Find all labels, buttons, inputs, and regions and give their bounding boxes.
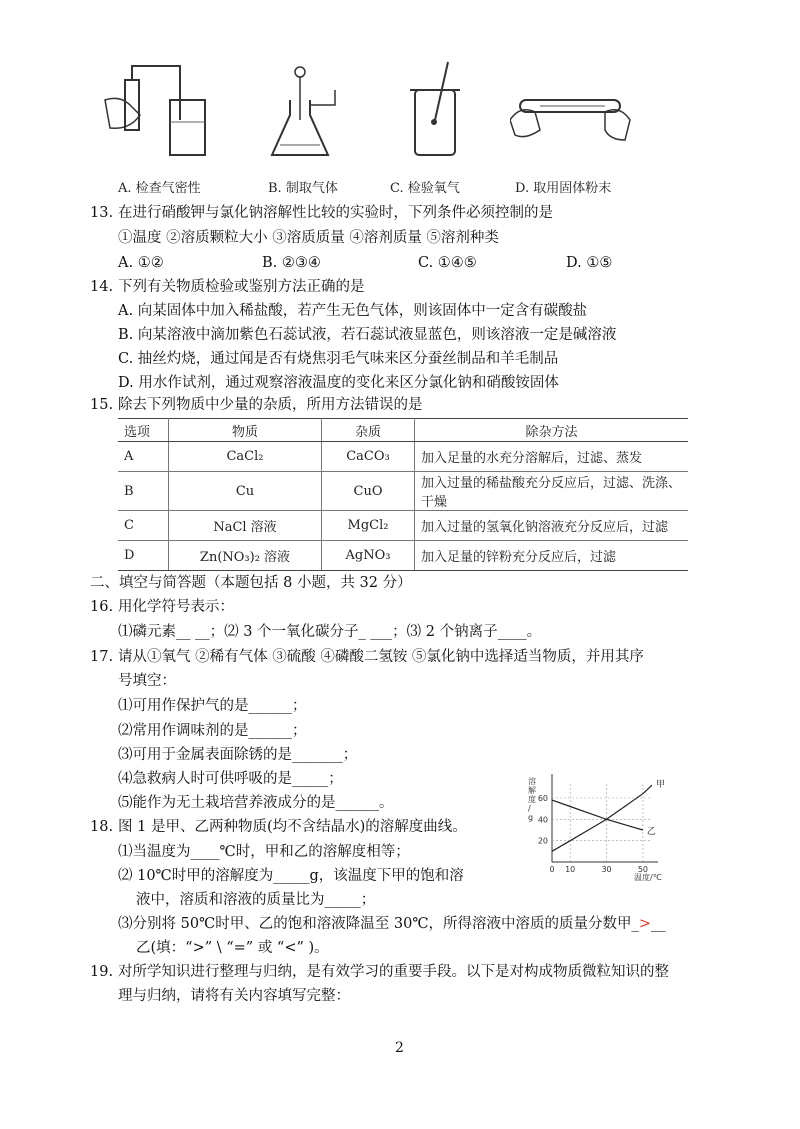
- q16-stem: 用化学符号表示：: [118, 599, 234, 615]
- x-axis-label: 温度/℃: [634, 873, 662, 882]
- table-cell: B: [118, 472, 169, 511]
- table-cell: C: [118, 511, 169, 541]
- q18-item-3-text: ⑶分别将 50℃时甲、乙的饱和溶液降温至 30℃，所得溶液中溶质的质量分数甲_: [118, 916, 639, 932]
- table-header-row: [118, 419, 688, 442]
- table-cell: MgCl₂: [322, 511, 415, 541]
- q15-stem: 除去下列物质中少量的杂质，所用方法错误的是: [118, 397, 423, 413]
- q17-item-1: ⑴可用作保护气的是______；: [118, 698, 307, 714]
- q13-stem: 在进行硝酸钾与氯化钠溶解性比较的实验时，下列条件必须控制的是: [118, 205, 553, 221]
- table-cell: NaCl 溶液: [169, 511, 322, 541]
- q13-option-b: B. ②③④: [262, 255, 321, 271]
- q17-number: 17.: [90, 649, 114, 665]
- section-2-heading: 二、填空与简答题（本题包括 8 小题，共 32 分）: [90, 575, 412, 591]
- table-cell: Zn(NO₃)₂ 溶液: [169, 541, 322, 571]
- y-tick-label: 40: [537, 815, 548, 825]
- q19-number: 19.: [90, 964, 114, 980]
- y-axis-label-char: 溶: [528, 777, 536, 786]
- q15-number: 15.: [90, 397, 114, 413]
- x-tick-label: 30: [601, 865, 612, 874]
- table-row: [118, 511, 688, 541]
- q17-item-2: ⑵常用作调味剂的是______；: [118, 723, 307, 739]
- q13-option-a: A. ①②: [118, 255, 164, 271]
- table-cell: CaCO₃: [322, 442, 415, 472]
- q19-line-2: 理与归纳，请将有关内容填写完整：: [118, 988, 350, 1004]
- q14-stem: 下列有关物质检验或鉴别方法正确的是: [118, 279, 365, 295]
- q13-option-d: D. ①⑤: [566, 255, 613, 271]
- q17-item-5: ⑸能作为无土栽培营养液成分的是______。: [118, 795, 394, 811]
- q15-table: [118, 418, 688, 571]
- y-axis-label-char: /: [528, 804, 531, 813]
- q18-answer-tail: __: [650, 916, 666, 932]
- table-cell: D: [118, 541, 169, 571]
- series-line-yi: [552, 800, 643, 830]
- q14-option-b: B. 向某溶液中滴加紫色石蕊试液，若石蕊试液显蓝色，则该溶液一定是碱溶液: [118, 327, 617, 343]
- x-tick-label: 10: [565, 865, 576, 874]
- table-row: [118, 442, 688, 472]
- q13-option-c: C. ①④⑤: [418, 255, 477, 271]
- table-cell: A: [118, 442, 169, 472]
- y-axis-label-char: 解: [528, 786, 536, 795]
- q16-line: ⑴磷元素__ __；⑵ 3 个一氧化碳分子_ ___；⑶ 2 个钠离子____。: [118, 624, 542, 640]
- q14-option-d: D. 用水作试剂，通过观察溶液温度的变化来区分氯化钠和硝酸铵固体: [118, 375, 559, 391]
- q17-stem-2: 号填空：: [118, 673, 176, 689]
- q17-stem-1: 请从①氧气 ②稀有气体 ③硫酸 ④磷酸二氢铵 ⑤氯化钠中选择适当物质，并用其序: [118, 649, 644, 665]
- table-header: 物质: [169, 419, 322, 442]
- apparatus-figures: [100, 60, 660, 200]
- table-cell: CuO: [322, 472, 415, 511]
- q18-item-3b: 乙(填：“>” \ “=” 或 “<” )。: [136, 940, 329, 956]
- q18-number: 18.: [90, 819, 114, 835]
- table-cell: AgNO₃: [322, 541, 415, 571]
- x-tick-label: 0: [549, 865, 555, 874]
- q14-option-a: A. 向某固体中加入稀盐酸，若产生无色气体，则该固体中一定含有碳酸盐: [118, 303, 588, 319]
- q18-stem: 图 1 是甲、乙两种物质(均不含结晶水)的溶解度曲线。: [118, 819, 467, 835]
- table-cell: Cu: [169, 472, 322, 511]
- figure-caption-b: B. 制取气体: [268, 181, 338, 196]
- q18-answer: >: [638, 916, 651, 932]
- series-label: 甲: [656, 780, 666, 791]
- table-cell: 加入过量的氢氧化钠溶液充分反应后，过滤: [415, 511, 689, 541]
- q18-item-2b: 液中，溶质和溶液的质量比为_____；: [136, 892, 376, 908]
- table-cell: CaCl₂: [169, 442, 322, 472]
- q17-item-4: ⑷急救病人时可供呼吸的是_____；: [118, 771, 343, 787]
- q13-number: 13.: [90, 205, 114, 221]
- figure-caption-a: A. 检查气密性: [118, 181, 201, 196]
- q19-line-1: 对所学知识进行整理与归纳，是有效学习的重要手段。以下是对构成物质微粒知识的整: [118, 964, 669, 980]
- figure-caption-c: C. 检验氧气: [390, 181, 460, 196]
- q13-items: ①温度 ②溶质颗粒大小 ③溶质质量 ④溶剂质量 ⑤溶剂种类: [118, 230, 499, 246]
- q17-item-3: ⑶可用于金属表面除锈的是_______；: [118, 747, 358, 763]
- table-cell: 加入足量的锌粉充分反应后，过滤: [415, 541, 689, 571]
- table-header: 杂质: [322, 419, 415, 442]
- q18-item-1: ⑴当温度为____℃时，甲和乙的溶解度相等；: [118, 844, 410, 860]
- solubility-curve-chart: [524, 770, 674, 886]
- airtightness-check-illustration: [100, 60, 230, 178]
- q14-option-c: C. 抽丝灼烧，通过闻是否有烧焦羽毛气味来区分蚕丝制品和羊毛制品: [118, 351, 559, 367]
- gas-generation-illustration: [260, 60, 390, 178]
- y-axis-label-char: g: [528, 813, 534, 822]
- table-header: 除杂方法: [415, 419, 689, 442]
- q16-number: 16.: [90, 599, 114, 615]
- x-tick-label: 50: [637, 865, 649, 874]
- page-number: 2: [395, 1040, 404, 1056]
- table-row: [118, 472, 688, 511]
- y-tick-label: 20: [537, 836, 548, 846]
- table-cell: 加入足量的水充分溶解后，过滤、蒸发: [415, 442, 689, 472]
- figure-caption-d: D. 取用固体粉末: [515, 181, 612, 196]
- series-label: 乙: [646, 827, 656, 837]
- table-row: [118, 541, 688, 571]
- powder-sampling-illustration: [510, 60, 640, 178]
- q18-item-2: ⑵ 10℃时甲的溶解度为_____g，该温度下甲的饱和溶: [118, 868, 464, 884]
- q14-number: 14.: [90, 279, 114, 295]
- y-tick-label: 60: [537, 794, 548, 803]
- q18-item-3: [118, 914, 665, 934]
- y-axis-label-char: 度: [528, 795, 536, 804]
- table-header: 选项: [118, 419, 169, 442]
- table-cell: 加入过量的稀盐酸充分反应后，过滤、洗涤、干燥: [415, 472, 689, 511]
